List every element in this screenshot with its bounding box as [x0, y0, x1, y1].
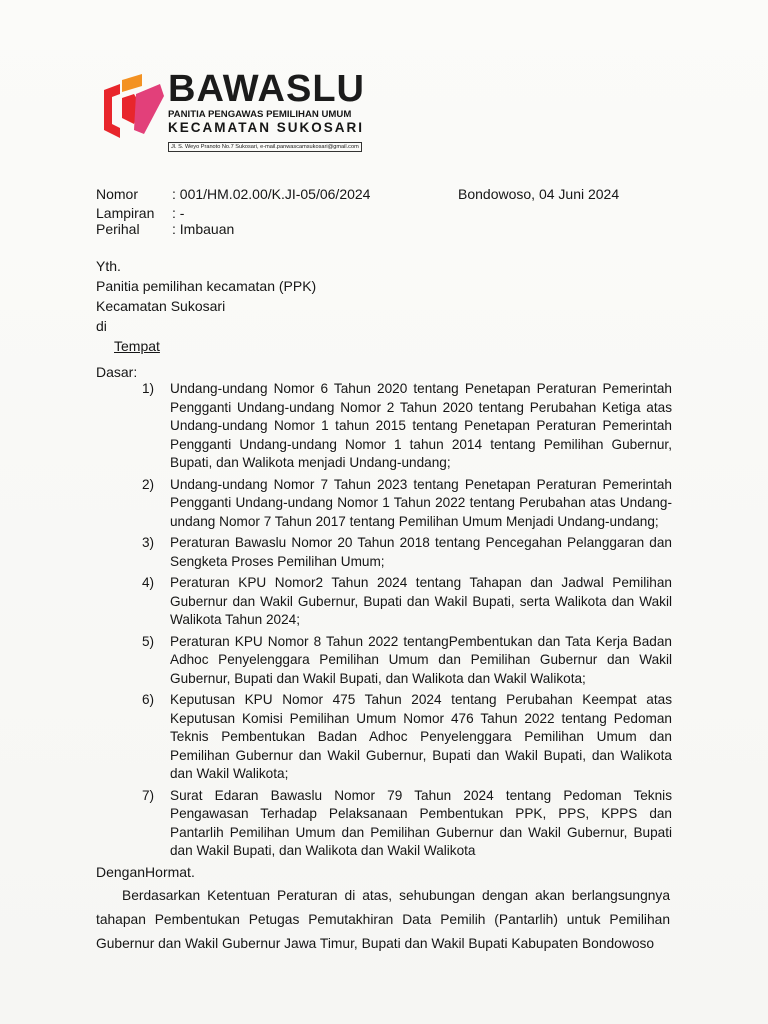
list-item: [142, 380, 672, 473]
list-item: [142, 691, 672, 784]
list-item-text: Keputusan KPU Nomor 475 Tahun 2024 tentang Perubahan Keempat atas Keputusan Komisi Pemilihan Umum Nomor 476 Tahun 2022 tentang Pedoman Teknis Pembentukan Badan Adhoc Penyelenggara Pemilihan Umum dan Pemilihan Gubernur dan Wakil Gubernur, Bupati dan Wakil Bupati, dan Walikota dan Wakil Walikota;: [170, 692, 672, 781]
lampiran-label: Lampiran: [96, 205, 155, 221]
recipient-line1: Panitia pemilihan kecamatan (PPK): [96, 278, 317, 294]
list-item-text: Undang-undang Nomor 7 Tahun 2023 tentang Penetapan Peraturan Pemerintah Pengganti Undang-undang Nomor 1 Tahun 2022 tentang Perubahan atas Undang-undang Nomor 7 Tahun 2017 tentang Pemilihan Umum Menjadi Undang-undang;: [170, 476, 672, 529]
list-item-text: Surat Edaran Bawaslu Nomor 79 Tahun 2024 tentang Pedoman Teknis Pengawasan Terhadap Pelaksanaan Pembentukan PPK, PPS, KPPS dan Pantarlih Pemilihan Umum dan Pemilihan Gubernur dan Wakil Gubernur, Bupati dan Wakil Bupati, dan Walikota dan Wakil Walikota: [170, 787, 672, 858]
lampiran-value: : -: [172, 205, 185, 221]
nomor-value: : 001/HM.02.00/K.JI-05/06/2024: [172, 186, 371, 202]
list-item-text: Peraturan KPU Nomor2 Tahun 2024 tentang Tahapan dan Jadwal Pemilihan Gubernur dan Wakil Gubernur, Bupati dan Wakil Bupati, serta Walikota dan Wakil Walikota Tahun 2024;: [170, 575, 672, 627]
letter-date: Bondowoso, 04 Juni 2024: [458, 186, 620, 202]
brand-block: [168, 70, 365, 153]
nomor-label: Nomor: [96, 186, 139, 202]
list-item: [142, 534, 672, 571]
brand-name: BAWASLU: [168, 68, 365, 110]
body-paragraph: Berdasarkan Ketentuan Peraturan di atas, sehubungan dengan akan berlangsungnya tahapan Pembentukan Petugas Pemutakhiran Data Pemilih (Pantarlih) untuk Pemilihan Gubernur dan Wakil Gubernur Jawa Timur, Bupati dan Wakil Bupati Kabupaten Bondowoso: [96, 888, 670, 951]
list-item: [142, 633, 672, 689]
brand-subtitle: PANITIA PENGAWAS PEMILIHAN UMUM: [168, 109, 352, 120]
meta-lampiran: [96, 205, 184, 221]
recipient-block: [96, 256, 316, 356]
list-item-text: Peraturan KPU Nomor 8 Tahun 2022 tentangPembentukan dan Tata Kerja Badan Adhoc Penyelenggara Pemilihan Umum dan Pemilihan Gubernur dan Wakil Gubernur, Bupati dan Wakil Bupati, dan Walikota dan Wakil Walikota;: [170, 633, 672, 686]
list-item: [142, 574, 672, 630]
meta-nomor: [96, 186, 370, 202]
list-item: [142, 476, 672, 532]
list-item-number: 4): [142, 575, 155, 590]
list-item-number: 7): [142, 787, 155, 803]
brand-district: KECAMATAN SUKOSARI: [168, 120, 364, 135]
list-item-text: Peraturan Bawaslu Nomor 20 Tahun 2018 tentang Pencegahan Pelanggaran dan Sengketa Proses Pemilihan Umum;: [170, 535, 672, 569]
list-item-number: 1): [142, 381, 155, 396]
dasar-label: Dasar:: [96, 364, 138, 380]
list-item-text: Undang-undang Nomor 6 Tahun 2020 tentang Penetapan Peraturan Pemerintah Pengganti Undang-undang Nomor 2 Tahun 2020 tentang Perubahan Ketiga atas Undang-undang Nomor 1 tahun 2015 tentang Penetapan Peraturan Pemerintah Pengganti Undang-undang Nomor 1 tahun 2014 tentang Pemilihan Gubernur, Bupati, dan Walikota menjadi Undang-undang;: [170, 381, 672, 470]
list-item: [142, 787, 672, 861]
letterhead: [100, 68, 370, 150]
recipient-di: di: [96, 318, 107, 334]
greeting: DenganHormat.: [96, 864, 195, 880]
recipient-line2: Kecamatan Sukosari: [96, 298, 226, 314]
dasar-list: [142, 380, 672, 864]
recipient-yth: Yth.: [96, 258, 121, 274]
recipient-place: Tempat: [114, 338, 160, 354]
list-item-number: 6): [142, 692, 155, 707]
meta-perihal: [96, 221, 234, 237]
list-item-number: 5): [142, 633, 155, 649]
brand-address: Jl. S. Weyo Pranoto No.7 Sukosari, e-mail.panwascamsukosari@gmail.com: [168, 142, 362, 152]
perihal-label: Perihal: [96, 221, 140, 237]
list-item-number: 2): [142, 476, 155, 492]
perihal-value: : Imbauan: [172, 221, 235, 237]
bawaslu-logo-icon: [100, 74, 166, 140]
list-item-number: 3): [142, 535, 155, 550]
